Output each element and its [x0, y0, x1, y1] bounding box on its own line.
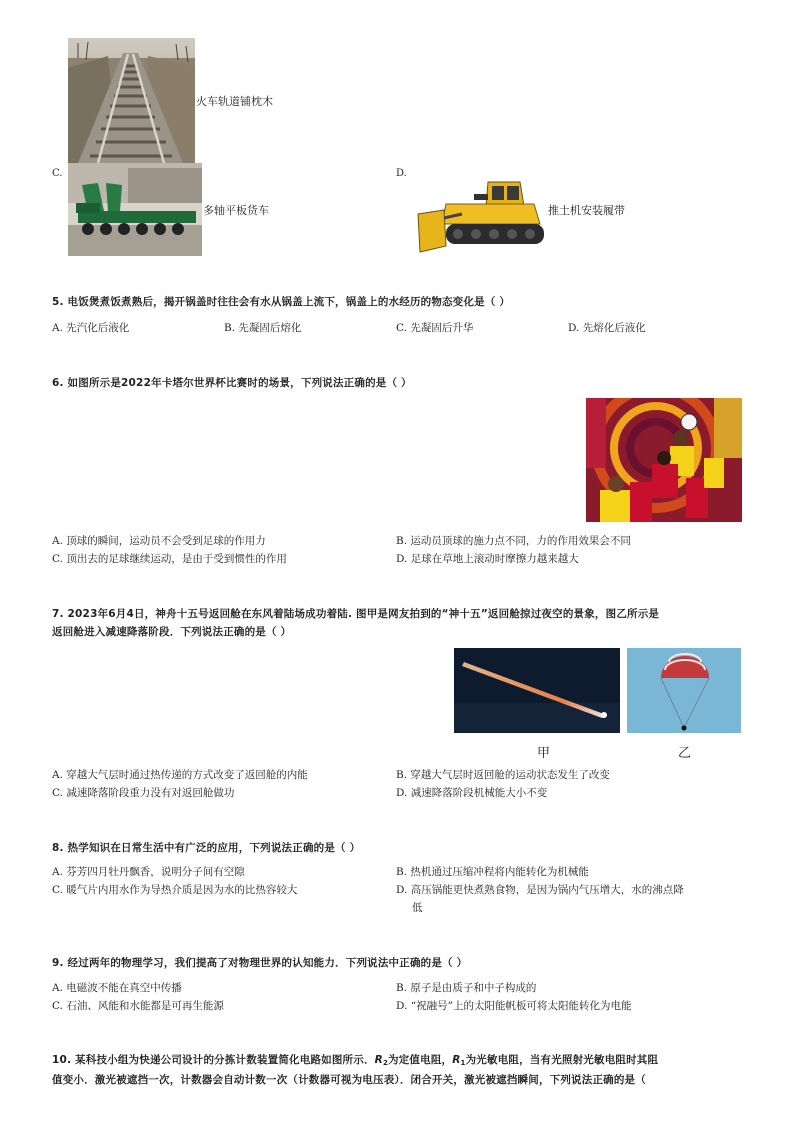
q9-option-c: C. 石油、风能和水能都是可再生能源: [52, 1000, 224, 1012]
q6-stem: 6. 如图所示是2022年卡塔尔世界杯比赛时的场景，下列说法正确的是（ ）: [52, 377, 412, 389]
figure-jia-label: 甲: [537, 746, 551, 761]
q9-option-d: D. “祝融号”上的太阳能帆板可将太阳能转化为电能: [396, 1000, 632, 1012]
q5-option-b: B. 先凝固后熔化: [224, 322, 302, 334]
world-cup-image: [586, 398, 742, 522]
flatbed-truck-image: [68, 163, 202, 256]
q8-stem: 8. 热学知识在日常生活中有广泛的应用，下列说法正确的是（ ）: [52, 842, 361, 854]
q9-option-b: B. 原子是由质子和中子构成的: [396, 982, 537, 994]
q10-stem-part3: 为光敏电阻，当有光照射光敏电阻时其阻: [465, 1054, 659, 1066]
q10-stem-part1: 10. 某科技小组为快递公司设计的分拣计数装置简化电路如图所示．: [52, 1054, 375, 1066]
option-d-label: D.: [396, 168, 407, 179]
q8-option-d: D. 高压锅能更快煮熟食物，是因为锅内气压增大，水的沸点降: [396, 884, 684, 896]
q8-option-c: C. 暖气片内用水作为导热介质是因为水的比热容较大: [52, 884, 298, 896]
r2-subscript: 2: [382, 1059, 389, 1067]
r1-symbol: R: [452, 1054, 461, 1066]
bulldozer-image: [416, 174, 546, 256]
q5-stem: 5. 电饭煲煮饭煮熟后，揭开锅盖时往往会有水从锅盖上流下，锅盖上的水经历的物态变化是（ ）: [52, 296, 511, 308]
q8-option-b: B. 热机通过压缩冲程将内能转化为机械能: [396, 866, 589, 878]
q8-option-d-continued: 低: [412, 902, 423, 914]
bulldozer-caption: 推土机安装履带: [548, 204, 625, 217]
q7-option-c: C. 减速降落阶段重力没有对返回舱做功: [52, 787, 235, 799]
truck-caption: 多轴平板货车: [203, 204, 269, 217]
parachute-image: [627, 648, 741, 733]
q6-option-a: A. 顶球的瞬间，运动员不会受到足球的作用力: [52, 535, 266, 547]
q10-stem-line2: 值变小．激光被遮挡一次，计数器会自动计数一次（计数器可视为电压表）．闭合开关，激光被遮挡瞬间，下列说法正确的是（: [52, 1074, 646, 1086]
q7-option-d: D. 减速降落阶段机械能大小不变: [396, 787, 548, 799]
q9-stem: 9. 经过两年的物理学习，我们提高了对物理世界的认知能力．下列说法中正确的是（ ）: [52, 957, 468, 969]
figure-yi-label: 乙: [678, 746, 692, 761]
reentry-night-sky-image: [454, 648, 620, 733]
q7-stem-line1: 7. 2023年6月4日，神舟十五号返回舱在东风着陆场成功着陆. 图甲是网友拍到的“神十五”返回舱掠过夜空的景象，图乙所示是: [52, 608, 660, 620]
q7-stem-line2: 返回舱进入减速降落阶段．下列说法正确的是（ ）: [52, 626, 292, 638]
option-c-label: C.: [52, 168, 63, 179]
q5-option-d: D. 先熔化后液化: [568, 322, 646, 334]
q6-option-c: C. 顶出去的足球继续运动，是由于受到惯性的作用: [52, 553, 287, 565]
rail-caption: 火车轨道铺枕木: [196, 95, 273, 108]
q6-option-b: B. 运动员顶球的施力点不同，力的作用效果会不同: [396, 535, 631, 547]
q8-option-a: A. 芬芳四月牡丹飘香，说明分子间有空隙: [52, 866, 245, 878]
r2-symbol: R: [374, 1054, 383, 1066]
q10-stem-line1: [52, 1052, 658, 1067]
q10-stem-part2: 为定值电阻，: [388, 1054, 453, 1066]
q9-option-a: A. 电磁波不能在真空中传播: [52, 982, 182, 994]
q5-option-a: A. 先汽化后液化: [52, 322, 130, 334]
q6-option-d: D. 足球在草地上滚动时摩擦力越来越大: [396, 553, 579, 565]
r1-subscript: 1: [460, 1059, 466, 1067]
railway-track-image: [68, 38, 195, 163]
q5-option-c: C. 先凝固后升华: [396, 322, 474, 334]
q7-option-a: A. 穿越大气层时通过热传递的方式改变了返回舱的内能: [52, 769, 308, 781]
q7-option-b: B. 穿越大气层时返回舱的运动状态发生了改变: [396, 769, 610, 781]
